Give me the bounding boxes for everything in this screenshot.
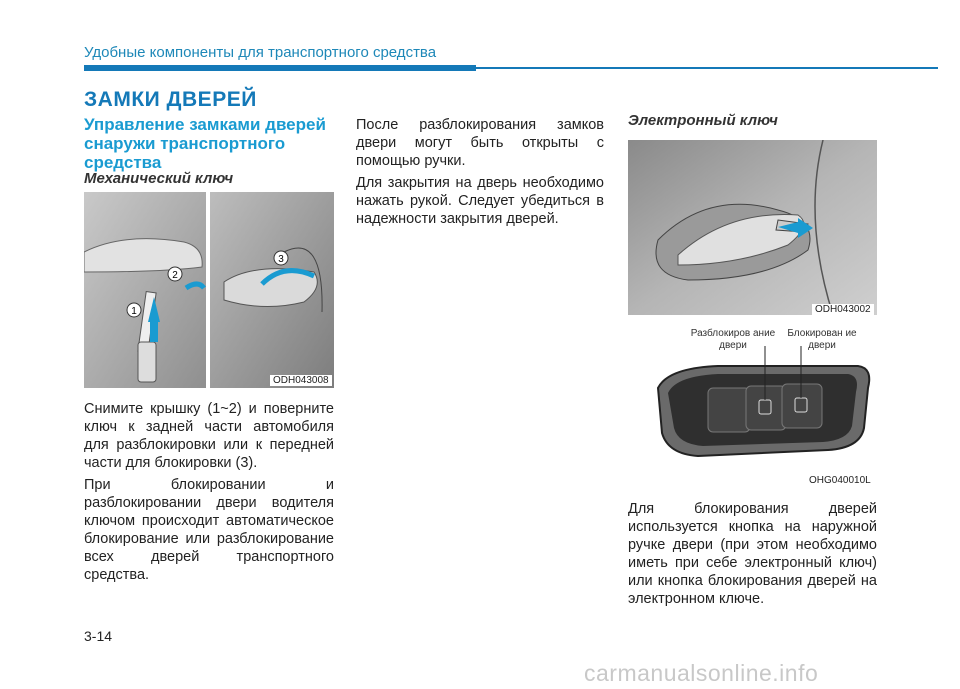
page-title: ЗАМКИ ДВЕРЕЙ xyxy=(84,88,257,111)
col2-paragraph-1: После разблокирования замков двери могут быть открыты с помощью ручки. xyxy=(356,117,604,169)
section-header: Удобные компоненты для транспортного средства xyxy=(84,44,437,61)
callout-3: 3 xyxy=(278,254,284,265)
mechanical-key-heading: Механический ключ xyxy=(84,170,234,187)
col1-paragraph-1: Снимите крышку (1~2) и поверните ключ к задней части автомобиля для разблокировки или к передней части для блокировки (3). xyxy=(84,401,334,471)
mechanical-key-image xyxy=(84,192,334,388)
header-bar xyxy=(84,65,476,71)
section-subtitle: Управление замками дверей снаружи транспортного средства xyxy=(84,115,326,172)
lock-door-label: Блокирован ие двери xyxy=(787,328,857,351)
image-code-1: ODH043008 xyxy=(270,375,332,386)
page-number: 3-14 xyxy=(84,628,113,644)
col2-paragraph-2: Для закрытия на дверь необходимо нажать рукой. Следует убедиться в надежности закрытия дверей. xyxy=(356,175,604,227)
col1-text xyxy=(84,400,334,588)
door-handle-image xyxy=(628,140,877,315)
col3-text xyxy=(628,500,877,612)
col3-paragraph-1: Для блокирования дверей используется кнопка на наружной ручке двери (при этом необходимо иметь при себе электронный ключ) или кнопка блокирования дверей на электронном ключе. xyxy=(628,501,877,607)
image-code-2: ODH043002 xyxy=(812,304,874,315)
image-code-3: OHG040010L xyxy=(806,475,874,486)
watermark: carmanualsonline.info xyxy=(584,660,819,686)
callout-1: 1 xyxy=(131,306,137,317)
header-line xyxy=(476,67,938,69)
col2-text xyxy=(356,116,604,232)
callout-2: 2 xyxy=(172,270,178,281)
smart-key-heading: Электронный ключ xyxy=(628,112,778,129)
col1-paragraph-2: При блокировании и разблокировании двери водителя ключом происходит автоматическое блокирование или разблокирование всех дверей транспортного средства. xyxy=(84,477,334,583)
unlock-door-label: Разблокиров ание двери xyxy=(690,328,776,351)
